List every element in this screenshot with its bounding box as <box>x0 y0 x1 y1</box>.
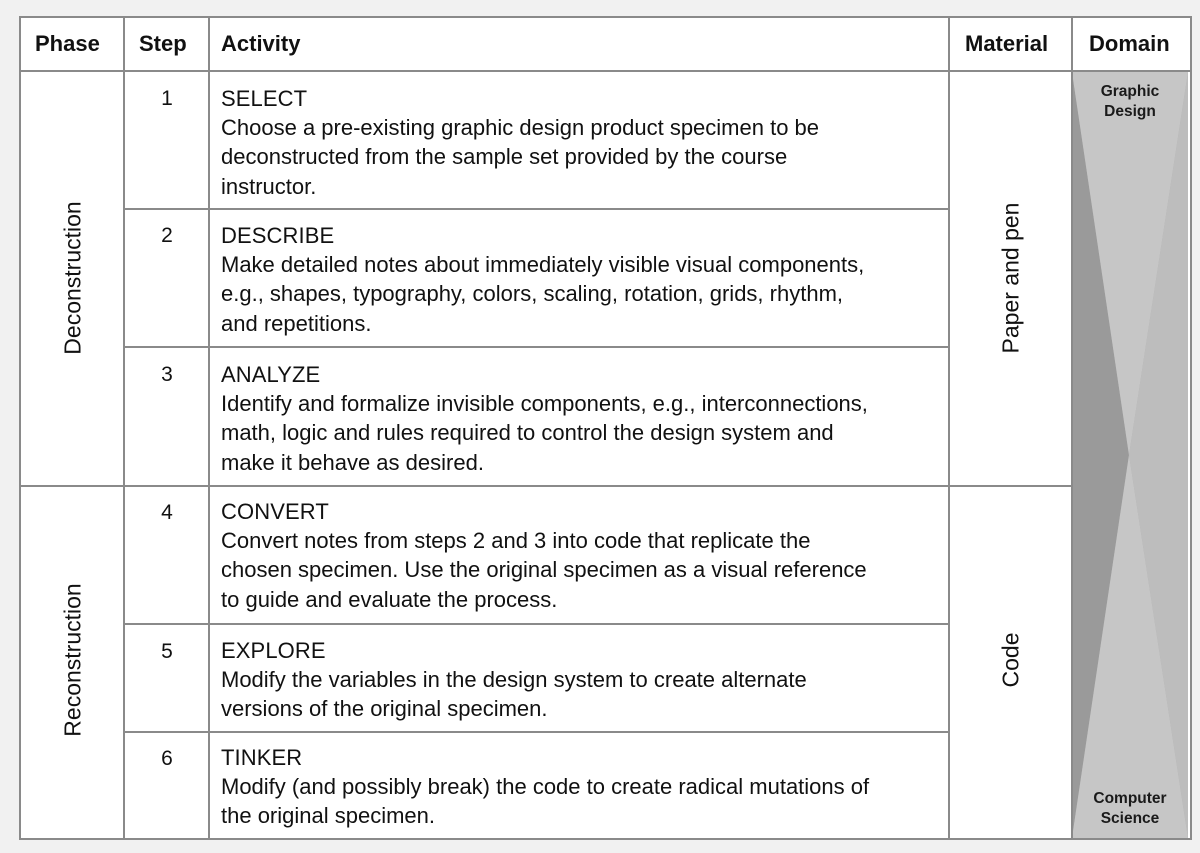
step-number-4: 4 <box>161 501 173 524</box>
domain-top-line2: Design <box>1104 103 1156 120</box>
header-activity: Activity <box>221 31 301 56</box>
step-title-describe: DESCRIBE <box>221 223 335 248</box>
desc-line: to guide and evaluate the process. <box>221 586 558 612</box>
process-table <box>19 16 1192 840</box>
header-domain: Domain <box>1089 31 1170 56</box>
step-number-6: 6 <box>161 747 173 770</box>
desc-line: Identify and formalize invisible components, e.g., interconnections, <box>221 391 868 416</box>
step-title-analyze: ANALYZE <box>221 362 321 387</box>
header-phase: Phase <box>35 31 100 56</box>
domain-top-line1: Graphic <box>1100 83 1160 100</box>
desc-line: Modify the variables in the design system to create alternate <box>221 667 807 692</box>
step-title-convert: CONVERT <box>221 499 329 524</box>
step-desc-4 <box>221 526 951 614</box>
desc-line: the original specimen. <box>221 803 436 829</box>
material-code: Code <box>997 632 1024 688</box>
material-paper-and-pen: Paper and pen <box>997 202 1024 354</box>
desc-line: e.g., shapes, typography, colors, scaling, rotation, grids, rhythm, <box>221 281 844 307</box>
desc-line: deconstructed from the sample set provided by the course <box>221 144 788 170</box>
step-desc-3 <box>221 389 951 477</box>
step-desc-5 <box>221 665 951 724</box>
desc-line: Convert notes from steps 2 and 3 into code that replicate the <box>221 528 811 553</box>
desc-line: instructor. <box>221 173 317 199</box>
header-step: Step <box>139 31 187 56</box>
domain-bottom-line2: Science <box>1100 810 1160 827</box>
domain-graphic <box>1072 72 1188 838</box>
step-number-2: 2 <box>161 224 173 247</box>
desc-line: Make detailed notes about immediately visible visual components, <box>221 252 865 277</box>
domain-bottom-label <box>1075 789 1185 829</box>
step-number-3: 3 <box>161 363 173 386</box>
desc-line: and repetitions. <box>221 310 372 336</box>
domain-top-label <box>1075 82 1185 122</box>
step-number-5: 5 <box>161 640 173 663</box>
desc-line: Modify (and possibly break) the code to create radical mutations of <box>221 774 870 799</box>
desc-line: math, logic and rules required to control the design system and <box>221 420 834 446</box>
step-number-1: 1 <box>161 87 173 110</box>
step-desc-1 <box>221 113 951 201</box>
domain-bottom-line1: Computer <box>1093 790 1167 807</box>
header-material: Material <box>965 31 1049 56</box>
step-title-select: SELECT <box>221 86 308 111</box>
desc-line: Choose a pre-existing graphic design product specimen to be <box>221 115 820 140</box>
step-desc-2 <box>221 250 951 338</box>
desc-line: make it behave as desired. <box>221 449 484 475</box>
phase-deconstruction: Deconstruction <box>59 201 86 355</box>
step-desc-6 <box>221 772 951 831</box>
step-title-tinker: TINKER <box>221 745 303 770</box>
phase-reconstruction: Reconstruction <box>59 583 86 737</box>
desc-line: versions of the original specimen. <box>221 696 548 722</box>
step-title-explore: EXPLORE <box>221 638 326 663</box>
desc-line: chosen specimen. Use the original specimen as a visual reference <box>221 557 867 583</box>
